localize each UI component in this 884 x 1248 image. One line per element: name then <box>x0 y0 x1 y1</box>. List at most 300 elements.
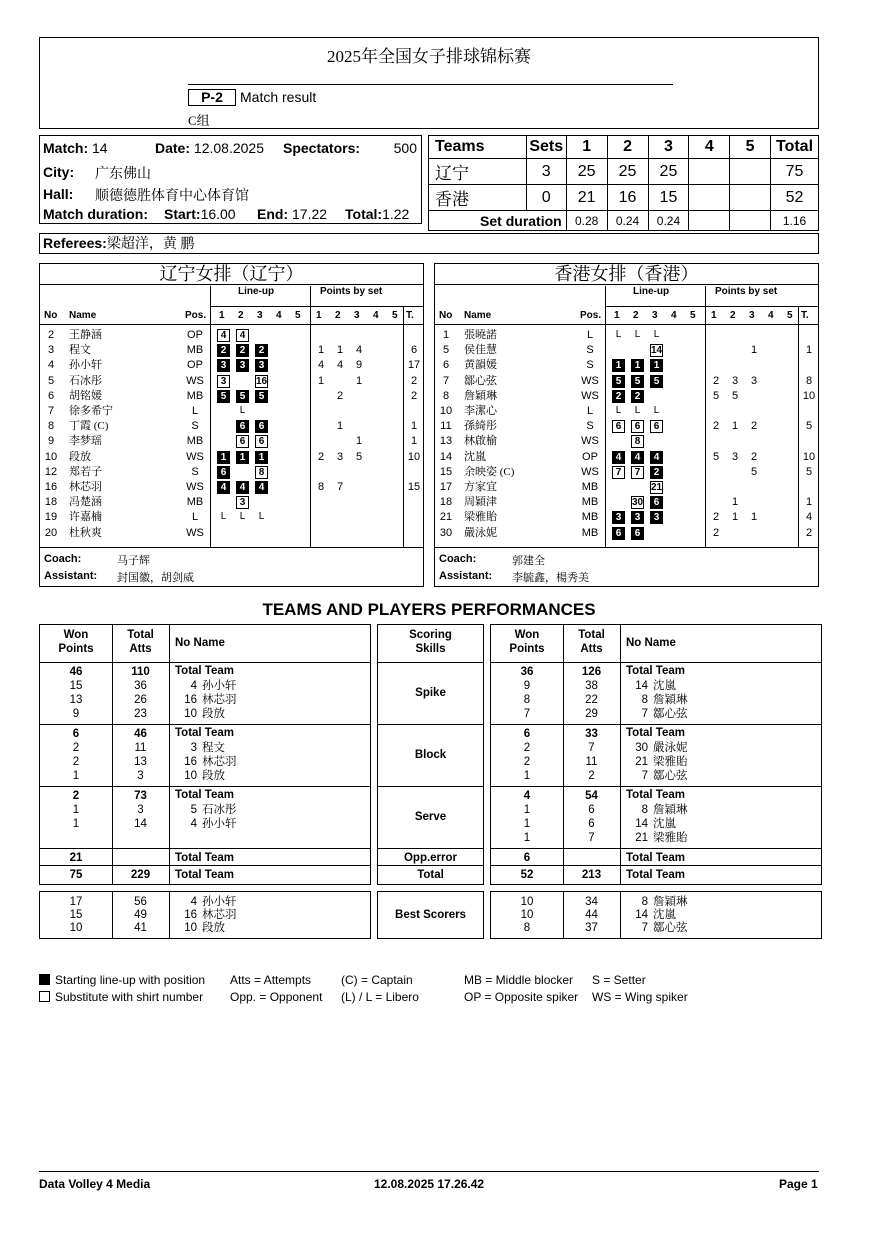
team-a-player-no: 4 <box>190 680 197 692</box>
team-a-player-name: 徐多希宁 <box>69 405 113 417</box>
team-a-player-row <box>40 480 423 495</box>
team-b-points-cell: 1 <box>731 420 739 433</box>
sets-a-s2: 25 <box>607 159 648 185</box>
team-b-player-name: 林啟榆 <box>464 435 497 448</box>
team-a-points-cell: 1 <box>355 435 363 448</box>
team-b-lineup-cell: 3 <box>650 511 663 524</box>
set-duration-total: 1.16 <box>771 211 819 231</box>
team-a-lineup-cell: 1 <box>255 451 268 464</box>
team-a-player-pos: MB <box>186 344 204 357</box>
team-a-lineup-set-3: 3 <box>257 310 263 321</box>
team-a-points-cell: 4 <box>336 359 344 372</box>
team-b-player-pos: MB <box>581 481 599 493</box>
sets-header-sets: Sets <box>526 136 566 159</box>
sets-b-s1: 21 <box>566 185 607 211</box>
team-b-player-row <box>435 419 818 434</box>
team-a-player-row <box>40 465 423 480</box>
city-label: City: <box>43 164 75 180</box>
team-b-lineup-cell: 4 <box>612 451 625 464</box>
team-b-player-row <box>435 374 818 389</box>
team-a-points-set-5: 5 <box>392 310 398 321</box>
team-a-player-no: 5 <box>190 804 197 816</box>
team-a-lineup-cell: 5 <box>236 390 249 403</box>
legend-substitute <box>39 990 203 1004</box>
team-b-lineup-cell: 6 <box>631 527 644 540</box>
sets-b-s2: 16 <box>607 185 648 211</box>
team-a-player-total: 17 <box>407 359 421 372</box>
team-b-player-won: 7 <box>523 708 531 720</box>
performance-title: TEAMS AND PLAYERS PERFORMANCES <box>262 600 596 619</box>
team-a-player-name: 王静涵 <box>69 329 102 341</box>
team-a-player-no: 18 <box>44 496 58 509</box>
team-a-player-no: 4 <box>190 818 197 830</box>
best-scorers-label: Best Scorers <box>395 909 466 921</box>
hall-label: Hall: <box>43 186 74 202</box>
team-b-lineup-cell: L <box>653 405 660 416</box>
team-a-player-name: 段放 <box>69 450 91 463</box>
team-a-player-name: 林芯羽 <box>69 481 102 493</box>
team-a-team-name: 辽宁女排（辽宁） <box>40 264 423 285</box>
team-a-player-won: 9 <box>72 708 80 720</box>
team-b-player-pos: S <box>586 359 594 372</box>
sets-table <box>428 135 819 229</box>
team-a-pos-header: Pos. <box>185 310 207 321</box>
team-b-player-won: 1 <box>523 770 531 782</box>
team-b-player-total: 1 <box>805 344 813 357</box>
team-b-perf-hline-1 <box>491 724 821 725</box>
team-b-player-atts: 22 <box>585 694 598 706</box>
team-b-player-name: 嚴泳妮 <box>653 742 688 754</box>
team-b-points-cell: 2 <box>712 511 720 524</box>
team-a-player-total: 2 <box>410 389 418 402</box>
team-a-player-atts: 3 <box>137 804 144 816</box>
team-b-player-won: 1 <box>523 804 531 816</box>
team-a-total-header: Total <box>127 629 154 641</box>
team-a-lineup-cell: 5 <box>217 390 230 403</box>
team-b-points-set-5: 5 <box>787 310 793 321</box>
team-b-player-no: 8 <box>641 804 648 816</box>
sets-b-total: 52 <box>771 185 819 211</box>
team-a-player-row <box>40 495 423 510</box>
team-a-player-row <box>40 343 423 358</box>
team-b-points-cell: 3 <box>731 374 739 387</box>
team-a-perf-hline-0 <box>40 662 370 663</box>
sets-header-2: 2 <box>607 136 648 159</box>
start-time: 16.00 <box>200 206 236 222</box>
city-value: 广东佛山 <box>95 167 151 182</box>
team-b-player-no: 14 <box>635 818 648 830</box>
team-a-player-atts: 23 <box>134 708 147 720</box>
team-a-player-no: 9 <box>47 435 55 448</box>
team-b-player-no: 18 <box>439 496 453 509</box>
team-a-roster-hline-coach <box>40 547 423 548</box>
team-b-player-name: 鄒心弦 <box>653 770 688 782</box>
performance-team-b <box>490 624 822 885</box>
team-b-team-name: 香港女排（香港） <box>435 264 818 285</box>
team-b-player-row <box>435 450 818 465</box>
team-b-player-atts: 6 <box>588 818 595 830</box>
set-duration-5 <box>730 211 771 231</box>
team-a-best-atts: 41 <box>134 922 147 934</box>
team-b-player-won: 8 <box>523 694 531 706</box>
team-a-player-no: 10 <box>184 708 197 720</box>
set-duration-1: 0.28 <box>566 211 607 231</box>
footer-timestamp: 12.08.2025 17.26.42 <box>374 1177 485 1191</box>
team-b-player-atts: 7 <box>588 832 595 844</box>
header-divider <box>188 84 673 85</box>
team-a-perf-hline-2 <box>40 786 370 787</box>
spectators-count: 500 <box>393 140 417 156</box>
team-b-player-no: 11 <box>440 420 452 433</box>
team-a-player-atts: 26 <box>134 694 147 706</box>
team-b-best-name: 鄒心弦 <box>653 922 688 934</box>
team-b-lineup-cell: 6 <box>612 527 625 540</box>
team-a-player-no: 7 <box>47 405 55 417</box>
team-b-points-cell: 1 <box>750 511 758 524</box>
team-a-player-no: 3 <box>47 344 55 357</box>
best-scorers-team-a <box>39 891 371 939</box>
team-a-lineup-set-4: 4 <box>276 310 282 321</box>
team-a-lineup-cell: 6 <box>236 420 249 433</box>
match-date: 12.08.2025 <box>193 140 264 156</box>
team-b-points-cell: 5 <box>731 389 739 402</box>
legend-starting-text: Starting line-up with position <box>55 973 206 987</box>
team-b-points-cell: 5 <box>712 450 720 463</box>
date-label: Date: <box>155 140 191 156</box>
team-b-lineup-set-2: 2 <box>633 310 639 321</box>
report-subtitle: Match result <box>240 89 317 105</box>
legend-opposite: OP = Opposite spiker <box>464 990 579 1004</box>
team-a-best-no: 10 <box>184 922 197 934</box>
group-label: C组 <box>188 113 210 128</box>
team-b-spike-won: 36 <box>520 666 534 678</box>
team-a-lineup-cell: L <box>220 511 227 523</box>
sets-a-won: 3 <box>526 159 566 185</box>
team-b-player-no: 21 <box>635 756 648 768</box>
team-a-total-team: Total Team <box>175 869 234 881</box>
team-b-player-no: 6 <box>442 359 450 372</box>
legend-captain: (C) = Captain <box>341 973 413 987</box>
team-a-points-cell: 9 <box>355 359 363 372</box>
team-b-points-cell: 1 <box>731 511 739 524</box>
team-a-player-no: 5 <box>47 374 55 387</box>
team-a-points-cell: 1 <box>317 374 325 387</box>
team-a-best-name: 林芯羽 <box>202 909 237 921</box>
team-b-lineup-set-4: 4 <box>671 310 677 321</box>
team-a-player-no: 2 <box>47 329 55 341</box>
team-a-lineup-cell: 6 <box>217 466 230 479</box>
team-a-lineup-cell: 6 <box>255 435 268 448</box>
team-b-assistant-label: Assistant: <box>439 570 493 582</box>
team-a-best-won: 17 <box>69 896 83 908</box>
team-a-player-name: 林芯羽 <box>202 756 237 768</box>
team-a-noname-header: No Name <box>175 637 225 649</box>
team-a-player-total: 2 <box>410 374 418 387</box>
team-b-lineup-cell: 14 <box>651 345 663 357</box>
skills-header: Skills <box>415 643 446 655</box>
team-b-best-atts: 34 <box>585 896 598 908</box>
team-a-total-header: T. <box>406 310 414 321</box>
sets-a-s5 <box>730 159 771 185</box>
sets-team-b: 香港 <box>429 185 527 211</box>
team-a-best-no: 4 <box>190 896 197 908</box>
team-b-lineup-cell: 30 <box>632 497 644 509</box>
team-a-player-atts: 11 <box>134 742 147 754</box>
team-b-player-pos: WS <box>581 435 599 448</box>
team-b-block-won: 6 <box>523 728 531 740</box>
team-a-player-row <box>40 450 423 465</box>
team-b-lineup-cell: L <box>634 329 641 340</box>
legend-starting-swatch <box>39 974 50 985</box>
team-b-lineup-cell: 3 <box>631 511 644 524</box>
legend-substitute-text: Substitute with shirt number <box>55 990 204 1004</box>
team-b-roster-hline-head <box>435 324 818 325</box>
team-a-lineup-cell: 3 <box>236 496 249 509</box>
team-b-best-vline-2 <box>620 892 621 938</box>
team-a-best-no: 16 <box>184 909 197 921</box>
skills-hline-2 <box>378 786 483 787</box>
team-b-player-row <box>435 328 818 343</box>
team-a-player-no: 16 <box>184 756 197 768</box>
team-a-player-total: 1 <box>410 435 418 448</box>
team-b-player-pos: WS <box>581 389 599 402</box>
team-b-player-no: 15 <box>439 465 453 478</box>
team-b-player-won: 2 <box>523 742 531 754</box>
team-a-player-atts: 14 <box>134 818 147 830</box>
team-a-best-atts: 56 <box>134 896 147 908</box>
team-b-points-cell: 3 <box>731 450 739 463</box>
team-b-lineup-cell: 6 <box>612 420 625 433</box>
team-b-player-name: 侯佳慧 <box>464 344 497 357</box>
team-b-no-header: No <box>439 310 453 321</box>
team-a-lineup-cell: 4 <box>217 481 230 494</box>
total-duration: 1.22 <box>382 206 410 222</box>
team-a-player-pos: OP <box>187 359 203 372</box>
team-a-spike-won: 46 <box>69 666 83 678</box>
team-b-total-header: Total <box>578 629 605 641</box>
team-a-no-header: No <box>44 310 58 321</box>
team-b-points-cell: 2 <box>712 374 720 387</box>
team-a-coach-name: 马子辉 <box>117 555 150 567</box>
team-b-lineup-cell: L <box>615 329 622 340</box>
report-header <box>39 37 819 129</box>
team-b-best-no: 8 <box>641 896 648 908</box>
team-a-won-header: Won <box>63 629 89 641</box>
team-a-player-no: 12 <box>44 465 58 478</box>
team-b-opp-error-won: 6 <box>523 852 531 864</box>
team-a-best-atts: 49 <box>134 909 147 921</box>
team-b-player-no: 13 <box>439 435 453 448</box>
team-b-player-pos: WS <box>581 374 599 387</box>
team-a-player-won: 2 <box>72 742 80 754</box>
team-a-player-name: 孙小轩 <box>202 680 237 692</box>
team-a-player-won: 2 <box>72 756 80 768</box>
team-a-lineup-cell: 1 <box>217 451 230 464</box>
team-b-player-no: 7 <box>442 374 450 387</box>
best-scorers-team-b <box>490 891 822 939</box>
team-a-points-header: Points by set <box>320 286 383 297</box>
team-b-points-set-3: 3 <box>749 310 755 321</box>
team-a-player-no: 10 <box>184 770 197 782</box>
team-a-points-cell: 4 <box>355 344 363 357</box>
team-b-lineup-cell: L <box>634 405 641 416</box>
team-a-best-won: 15 <box>69 909 83 921</box>
team-a-lineup-cell: 3 <box>236 359 249 372</box>
team-a-points-cell: 3 <box>336 450 344 463</box>
sets-a-s3: 25 <box>648 159 689 185</box>
team-a-player-no: 10 <box>44 450 58 463</box>
team-b-player-total: 5 <box>805 465 813 478</box>
team-a-player-name: 孙小轩 <box>69 359 102 372</box>
team-b-serve-total-team: Total Team <box>626 789 685 801</box>
team-b-lineup-cell: 2 <box>650 466 663 479</box>
team-a-points-cell: 1 <box>336 344 344 357</box>
sets-b-s3: 15 <box>648 185 689 211</box>
team-b-total-header: T. <box>801 310 809 321</box>
team-b-player-row <box>435 526 818 541</box>
team-b-total-atts: 213 <box>581 869 602 881</box>
sets-header-4: 4 <box>689 136 730 159</box>
team-b-lineup-cell: 2 <box>612 390 625 403</box>
skill-block-label: Block <box>414 749 447 761</box>
team-a-perf-hline-3 <box>40 848 370 849</box>
team-a-player-won: 1 <box>72 818 80 830</box>
team-b-player-total: 8 <box>805 374 813 387</box>
legend-starting <box>39 973 205 987</box>
team-a-lineup-cell: 6 <box>255 420 268 433</box>
team-b-lineup-cell: 4 <box>650 451 663 464</box>
team-b-lineup-cell: L <box>653 329 660 340</box>
team-b-lineup-cell: 7 <box>631 466 644 479</box>
team-a-player-no: 16 <box>44 481 58 493</box>
team-a-perf-hline-4 <box>40 865 370 866</box>
sets-a-total: 75 <box>771 159 819 185</box>
team-b-player-total: 10 <box>802 450 816 463</box>
team-b-player-no: 30 <box>439 526 453 539</box>
match-info <box>39 135 422 224</box>
sets-a-s4 <box>689 159 730 185</box>
legend-substitute-swatch <box>39 991 50 1002</box>
team-b-lineup-cell: 2 <box>631 390 644 403</box>
team-b-best-name: 沈嵐 <box>653 909 676 921</box>
team-b-player-pos: OP <box>582 450 598 463</box>
duration-label: Match duration: <box>43 206 148 222</box>
team-a-assistant-label: Assistant: <box>44 570 98 582</box>
team-b-player-no: 21 <box>635 832 648 844</box>
team-a-player-total: 1 <box>410 420 418 433</box>
team-a-roster-hline-top <box>210 306 423 307</box>
team-a-player-pos: WS <box>186 526 204 539</box>
team-b-points-cell: 2 <box>712 526 720 539</box>
team-a-lineup-cell: 3 <box>217 359 230 372</box>
team-a-player-name: 石冰彤 <box>69 374 102 387</box>
team-b-player-row <box>435 510 818 525</box>
team-b-lineup-cell: 6 <box>650 496 663 509</box>
team-a-perf-hline-1 <box>40 724 370 725</box>
end-time: 17.22 <box>292 206 328 222</box>
team-a-lineup-set-2: 2 <box>238 310 244 321</box>
team-a-block-atts: 46 <box>134 728 147 740</box>
skill-opp-error-label: Opp.error <box>403 852 458 864</box>
team-a-lineup-cell: 4 <box>255 481 268 494</box>
team-b-player-name: 梁雅貽 <box>464 511 497 524</box>
team-a-player-total: 15 <box>407 481 421 493</box>
team-a-player-won: 1 <box>72 770 80 782</box>
team-a-player-pos: L <box>191 405 199 417</box>
team-b-lineup-cell: 6 <box>631 420 644 433</box>
team-a-block-total-team: Total Team <box>175 727 234 739</box>
skills-hline-0 <box>378 662 483 663</box>
set-duration-2: 0.24 <box>607 211 648 231</box>
performance-skills <box>377 624 484 885</box>
sets-b-s4 <box>689 185 730 211</box>
team-b-lineup-cell: 3 <box>612 511 625 524</box>
team-a-total-atts: 229 <box>130 869 151 881</box>
team-b-coach-name: 郭建全 <box>512 555 545 567</box>
end-label: End: <box>257 206 289 222</box>
team-b-atts-header: Atts <box>580 643 603 655</box>
team-a-player-name: 林芯羽 <box>202 694 237 706</box>
team-a-player-row <box>40 526 423 541</box>
team-a-player-atts: 36 <box>134 680 147 692</box>
team-b-pos-header: Pos. <box>580 310 602 321</box>
team-a-lineup-cell: 2 <box>217 344 230 357</box>
team-a-points-set-4: 4 <box>373 310 379 321</box>
team-b-perf-hline-4 <box>491 865 821 866</box>
team-a-player-no: 19 <box>44 511 58 524</box>
team-b-player-name: 鄒心弦 <box>653 708 688 720</box>
sets-b-s5 <box>730 185 771 211</box>
team-b-player-atts: 7 <box>588 742 595 754</box>
team-b-player-pos: MB <box>581 526 599 539</box>
team-b-player-no: 10 <box>439 405 453 417</box>
team-a-lineup-cell: L <box>239 405 246 416</box>
team-b-roster-hline-coach <box>435 547 818 548</box>
footer-software: Data Volley 4 Media <box>39 1177 151 1191</box>
team-a-assistant-name: 封国徽，胡剑威 <box>117 572 194 584</box>
team-a-lineup-cell: L <box>258 511 265 523</box>
team-a-points-cell: 4 <box>317 359 325 372</box>
team-b-lineup-set-5: 5 <box>690 310 696 321</box>
legend-wing-spiker: WS = Wing spiker <box>592 990 688 1004</box>
team-b-spike-atts: 126 <box>581 666 602 678</box>
team-a-player-name: 胡铭媛 <box>69 389 102 402</box>
sets-team-a: 辽宁 <box>429 159 527 185</box>
team-a-lineup-cell: 4 <box>236 481 249 494</box>
team-a-player-total: 10 <box>407 450 421 463</box>
team-a-points-header: Points <box>58 643 94 655</box>
team-b-player-name: 方家宜 <box>464 481 497 493</box>
team-b-player-atts: 6 <box>588 804 595 816</box>
team-b-player-name: 詹穎琳 <box>464 389 497 402</box>
team-b-player-row <box>435 389 818 404</box>
team-b-player-no: 5 <box>442 344 450 357</box>
set-duration-label: Set duration <box>429 211 567 231</box>
team-b-perf-hline-2 <box>491 786 821 787</box>
team-a-player-name: 冯楚涵 <box>69 496 102 509</box>
team-b-points-header: Points by set <box>715 286 778 297</box>
set-duration-3: 0.24 <box>648 211 689 231</box>
footer-page: Page 1 <box>779 1177 818 1191</box>
team-a-lineup-cell: 2 <box>236 344 249 357</box>
team-b-coach-label: Coach: <box>439 553 477 565</box>
team-b-player-atts: 29 <box>585 708 598 720</box>
team-b-block-atts: 33 <box>585 728 598 740</box>
legend-setter: S = Setter <box>592 973 646 987</box>
team-a-opp-error-team: Total Team <box>175 852 234 864</box>
team-b-lineup-header: Line-up <box>633 286 670 297</box>
team-b-player-row <box>435 404 818 419</box>
